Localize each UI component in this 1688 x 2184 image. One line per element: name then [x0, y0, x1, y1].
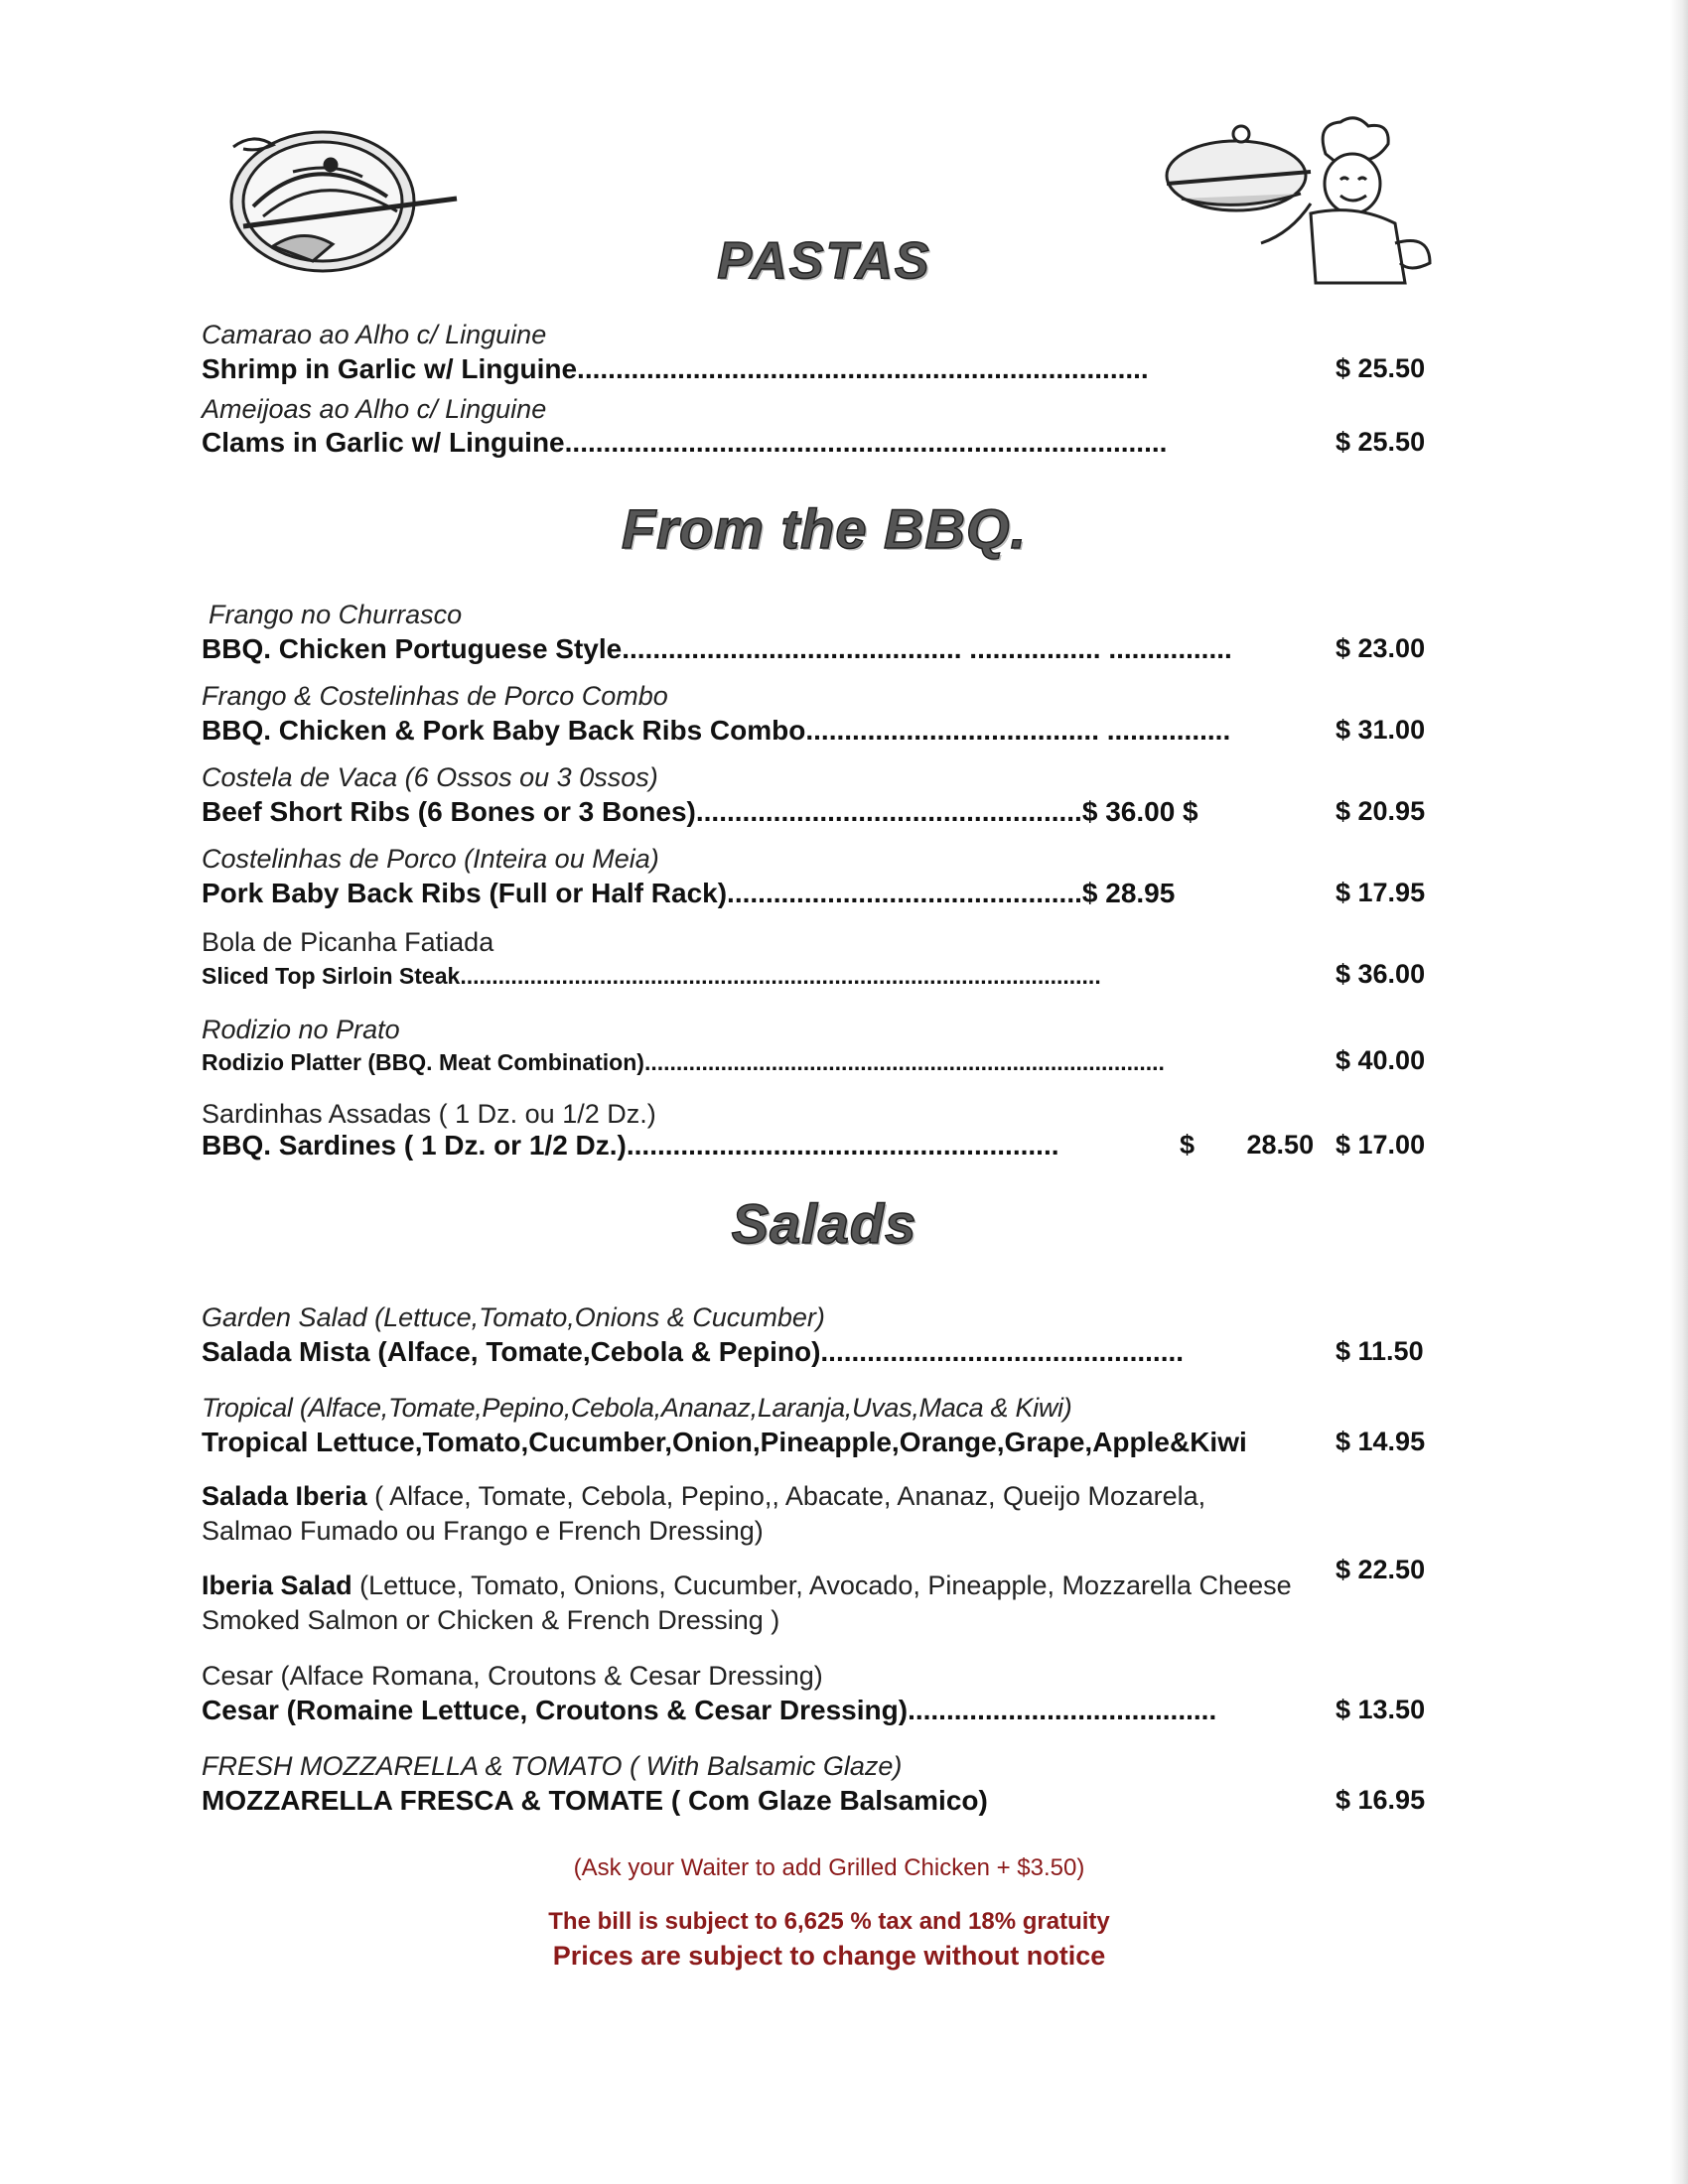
- bbq-7-english: BBQ. Sardines ( 1 Dz. or 1/2 Dz.)........................................................: [202, 1130, 1059, 1160]
- salad-iberia-portuguese-line1: Salada Iberia ( Alface, Tomate, Cebola, Pepino,, Abacate, Ananaz, Queijo Mozarela,: [202, 1481, 1206, 1511]
- bbq-3-english: Beef Short Ribs (6 Bones or 3 Bones)..................................................$ 36.00 $: [202, 796, 1198, 827]
- bbq-3-portuguese: Costela de Vaca (6 Ossos ou 3 0ssos): [202, 762, 658, 792]
- bbq-6-price: $ 40.00: [1336, 1045, 1426, 1075]
- page-edge-shadow: [1670, 0, 1688, 2184]
- section-title-pastas: PASTAS: [717, 232, 931, 290]
- bbq-1-price: $ 23.00: [1336, 633, 1426, 663]
- bbq-2-price: $ 31.00: [1336, 715, 1426, 745]
- pasta-2-english: Clams in Garlic w/ Linguine..............................................................................: [202, 427, 1168, 458]
- salad-iberia-english-line2: Smoked Salmon or Chicken & French Dressing ): [202, 1605, 780, 1635]
- bbq-5-english: Sliced Top Sirloin Steak.....................................................................................................: [202, 963, 1101, 989]
- salad-tropical-portuguese: Tropical (Alface,Tomate,Pepino,Cebola,Ananaz,Laranja,Uvas,Maca & Kiwi): [202, 1393, 1072, 1423]
- salad-iberia-english-line1: Iberia Salad (Lettuce, Tomato, Onions, Cucumber, Avocado, Pineapple, Mozzarella Cheese: [202, 1570, 1292, 1600]
- salad-cesar-price: $ 13.50: [1336, 1695, 1426, 1724]
- bbq-1-english: BBQ. Chicken Portuguese Style............................................ ................. ................: [202, 633, 1232, 664]
- salad-tropical-price: $ 14.95: [1336, 1427, 1426, 1456]
- pasta-1-portuguese: Camarao ao Alho c/ Linguine: [202, 320, 547, 349]
- salad-mozzarella-english: FRESH MOZZARELLA & TOMATO ( With Balsamic Glaze): [202, 1751, 903, 1781]
- bbq-5-portuguese: Bola de Picanha Fatiada: [202, 927, 494, 957]
- bbq-2-portuguese: Frango & Costelinhas de Porco Combo: [202, 681, 668, 711]
- bbq-3-price: $ 20.95: [1336, 796, 1426, 826]
- pasta-1-english: Shrimp in Garlic w/ Linguine..........................................................................: [202, 353, 1149, 384]
- bbq-7-portuguese: Sardinhas Assadas ( 1 Dz. ou 1/2 Dz.): [202, 1099, 656, 1129]
- bbq-4-english: Pork Baby Back Ribs (Full or Half Rack)..............................................$ 28.95: [202, 878, 1176, 908]
- bbq-7-price: $ 17.00: [1336, 1130, 1426, 1160]
- salad-cesar-portuguese: Cesar (Alface Romana, Croutons & Cesar Dressing): [202, 1661, 823, 1691]
- bbq-1-portuguese: Frango no Churrasco: [209, 600, 463, 629]
- salad-garden-description: Garden Salad (Lettuce,Tomato,Onions & Cucumber): [202, 1302, 825, 1332]
- salad-mozzarella-price: $ 16.95: [1336, 1785, 1426, 1815]
- section-title-salads: Salads: [731, 1192, 917, 1255]
- bbq-4-portuguese: Costelinhas de Porco (Inteira ou Meia): [202, 844, 659, 874]
- pasta-1-price: $ 25.50: [1336, 353, 1426, 383]
- price-change-note: Prices are subject to change without notice: [552, 1941, 1106, 1971]
- salad-iberia-portuguese-line2: Salmao Fumado ou Frango e French Dressing): [202, 1516, 764, 1546]
- salad-mozzarella-portuguese: MOZZARELLA FRESCA & TOMATE ( Com Glaze Balsamico): [202, 1785, 988, 1816]
- section-title-bbq: From the BBQ.: [621, 497, 1028, 560]
- salad-garden-price: $ 11.50: [1336, 1336, 1424, 1366]
- salad-garden-name: Salada Mista (Alface, Tomate,Cebola & Pepino)...............................................: [202, 1336, 1185, 1367]
- bbq-6-english: Rodizio Platter (BBQ. Meat Combination)..................................................................................: [202, 1049, 1165, 1075]
- salad-iberia-price: $ 22.50: [1336, 1555, 1426, 1584]
- bbq-4-price: $ 17.95: [1336, 878, 1426, 907]
- pasta-2-price: $ 25.50: [1336, 427, 1426, 457]
- pasta-2-portuguese: Ameijoas ao Alho c/ Linguine: [202, 394, 547, 424]
- salad-cesar-english: Cesar (Romaine Lettuce, Croutons & Cesar Dressing)........................................: [202, 1695, 1217, 1725]
- bbq-2-english: BBQ. Chicken & Pork Baby Back Ribs Combo...................................... ................: [202, 715, 1231, 746]
- bbq-7-price-dozen: $ 28.50: [1180, 1130, 1315, 1160]
- salad-tropical-english: Tropical Lettuce,Tomato,Cucumber,Onion,Pineapple,Orange,Grape,Apple&Kiwi: [202, 1427, 1247, 1457]
- bbq-5-price: $ 36.00: [1336, 959, 1426, 989]
- bbq-6-portuguese: Rodizio no Prato: [202, 1015, 400, 1044]
- grilled-chicken-note: (Ask your Waiter to add Grilled Chicken + $3.50): [573, 1854, 1085, 1881]
- tax-note: The bill is subject to 6,625 % tax and 18% gratuity: [548, 1908, 1110, 1935]
